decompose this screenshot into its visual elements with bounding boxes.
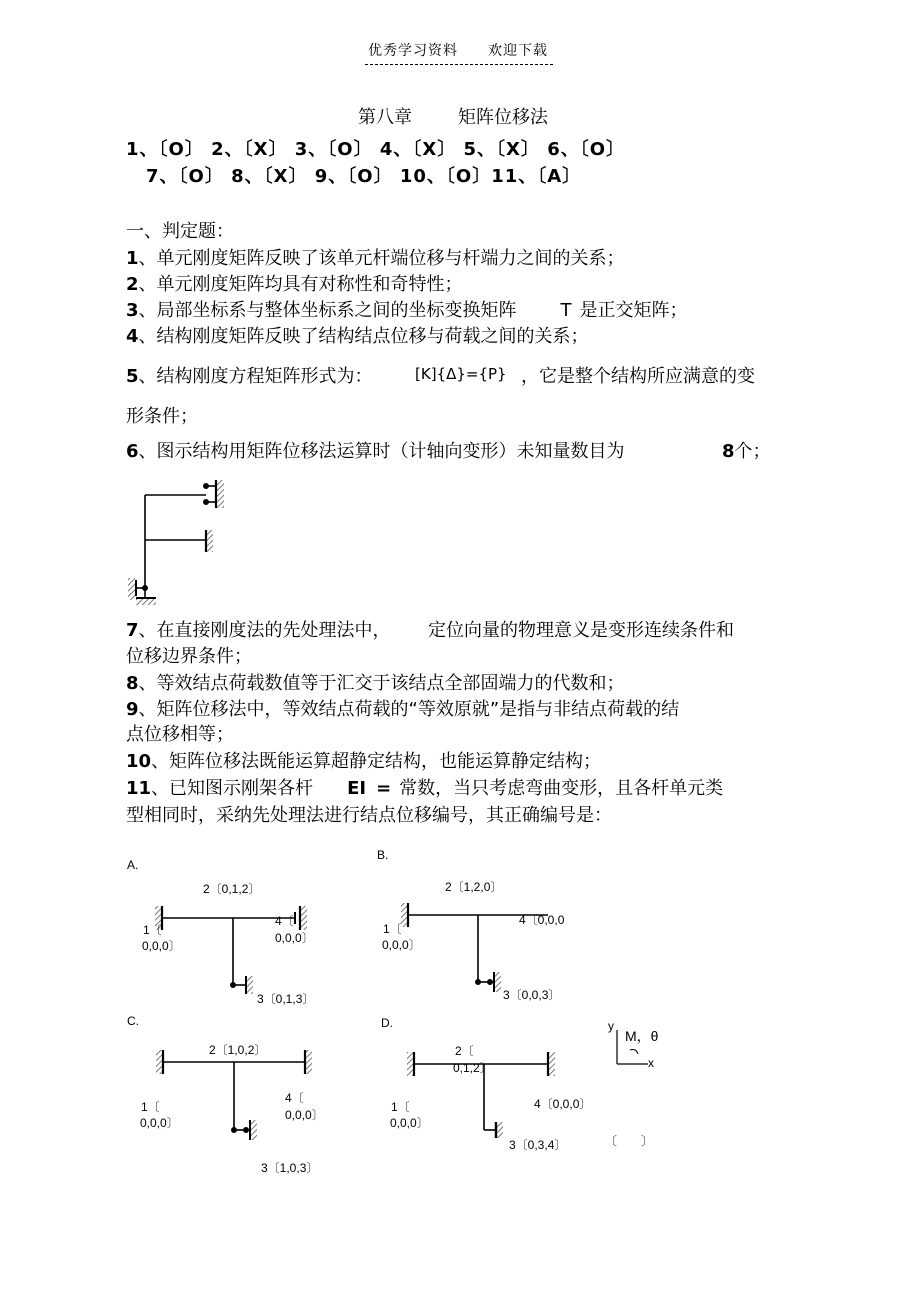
question-9-text: 、矩阵位移法中，等效结点荷载的“等效原就”是指与非结点荷载的结 bbox=[138, 699, 680, 720]
question-4-text: 、结构刚度矩阵反映了结构结点位移与荷载之间的关系； bbox=[138, 326, 589, 347]
option-d-node-2a: 2〔 bbox=[455, 1044, 474, 1058]
chapter-number: 第八章 bbox=[358, 107, 412, 128]
option-a-node-3: 3〔0,1,3〕 bbox=[257, 992, 315, 1006]
header-left: 优秀学习资料 bbox=[368, 43, 458, 59]
question-11-cont: 型相同时，采纳先处理法进行结点位移编号，其正确编号是： bbox=[126, 805, 612, 826]
header-right: 欢迎下载 bbox=[488, 43, 548, 59]
question-7-number: 7 bbox=[126, 620, 139, 641]
stiffness-equation: [K]{Δ}={P} bbox=[415, 365, 507, 383]
q6-frame-diagram bbox=[128, 480, 224, 605]
axis-y-label: y bbox=[608, 1019, 614, 1033]
question-5-number: 5 bbox=[126, 366, 139, 387]
option-a-node-2: 2〔0,1,2〕 bbox=[203, 882, 261, 896]
question-5-cont: 形条件； bbox=[126, 406, 198, 427]
option-d-node-4: 4〔0,0,0〕 bbox=[534, 1097, 592, 1111]
answers-row-1: 1、〔O〕 2、〔X〕 3、〔O〕 4、〔X〕 5、〔X〕 6、〔O〕 bbox=[126, 139, 626, 160]
option-b-node-2: 2〔1,2,0〕 bbox=[445, 880, 503, 894]
option-c-node-3: 3〔1,0,3〕 bbox=[261, 1161, 319, 1175]
question-7-tail: 定位向量的物理意义是变形连续条件和 bbox=[428, 620, 734, 641]
question-9-number: 9 bbox=[126, 699, 139, 720]
question-10-number: 10 bbox=[126, 751, 152, 772]
axis-x-label: x bbox=[648, 1056, 654, 1070]
option-c-node-4b: 0,0,0〕 bbox=[285, 1108, 324, 1122]
question-11-number: 11 bbox=[126, 778, 152, 799]
moment-rotation-label: M，θ bbox=[625, 1028, 659, 1044]
question-11-eq: = bbox=[376, 778, 392, 799]
question-10-text: 、矩阵位移法既能运算超静定结构，也能运算静定结构； bbox=[151, 751, 602, 772]
option-d-label: D. bbox=[381, 1016, 393, 1030]
option-d-node-1a: 1〔 bbox=[391, 1100, 410, 1114]
question-11-text: 、已知图示刚架各杆 bbox=[151, 778, 314, 799]
question-6-count: 8 bbox=[722, 441, 735, 462]
option-d-node-2b: 0,1,2〕 bbox=[453, 1061, 492, 1075]
question-11-ei: EI bbox=[347, 778, 367, 799]
option-b-node-1b: 0,0,0〕 bbox=[382, 938, 421, 952]
question-4-number: 4 bbox=[126, 326, 139, 347]
question-1-number: 1 bbox=[126, 248, 139, 269]
question-6-text: 、图示结构用矩阵位移法运算时（计轴向变形）未知量数目为 bbox=[138, 441, 625, 462]
question-3-number: 3 bbox=[126, 300, 139, 321]
option-b-node-4: 4〔0,0,0 bbox=[519, 913, 565, 927]
option-c-label: C. bbox=[127, 1014, 139, 1028]
question-7-cont: 位移边界条件； bbox=[126, 646, 252, 667]
question-6-tail: 个； bbox=[734, 441, 771, 462]
option-a-node-1b: 0,0,0〕 bbox=[142, 939, 181, 953]
option-a-node-4a: 4〔 bbox=[275, 914, 294, 928]
question-8-number: 8 bbox=[126, 673, 139, 694]
option-d-node-3: 3〔0,3,4〕 bbox=[509, 1138, 567, 1152]
option-a-label: A. bbox=[127, 858, 139, 872]
option-c-node-1a: 1〔 bbox=[141, 1100, 160, 1114]
option-b-node-3: 3〔0,0,3〕 bbox=[503, 988, 561, 1002]
question-11-tail: 常数，当只考虑弯曲变形，且各杆单元类 bbox=[399, 778, 724, 799]
question-5-tail: ，它是整个结构所应满意的变 bbox=[521, 366, 755, 387]
question-2-text: 、单元刚度矩阵均具有对称性和奇特性； bbox=[138, 274, 463, 295]
chapter-topic: 矩阵位移法 bbox=[458, 107, 548, 128]
question-3-text: 、局部坐标系与整体坐标系之间的坐标变换矩阵 bbox=[138, 300, 517, 321]
question-6-number: 6 bbox=[126, 441, 139, 462]
question-7-text: 、在直接刚度法的先处理法中， bbox=[138, 620, 391, 641]
section-heading: 一、判定题： bbox=[126, 221, 234, 242]
question-5-text: 、结构刚度方程矩阵形式为： bbox=[138, 366, 373, 387]
question-8-text: 、等效结点荷载数值等于汇交于该结点全部固端力的代数和； bbox=[138, 673, 625, 694]
question-1-text: 、单元刚度矩阵反映了该单元杆端位移与杆端力之间的关系； bbox=[138, 248, 625, 269]
option-c-node-2: 2〔1,0,2〕 bbox=[209, 1043, 267, 1057]
option-a-node-1a: 1〔 bbox=[143, 923, 162, 937]
option-b-label: B. bbox=[377, 848, 389, 862]
answer-box: 〔 〕 bbox=[605, 1134, 654, 1148]
answers-row-2: 7、〔O〕 8、〔X〕 9、〔O〕 10、〔O〕11、〔A〕 bbox=[146, 166, 582, 187]
question-2-number: 2 bbox=[126, 274, 139, 295]
option-c-node-4a: 4〔 bbox=[285, 1091, 304, 1105]
question-9-cont: 点位移相等； bbox=[126, 724, 234, 745]
question-3-var: T bbox=[560, 300, 572, 321]
option-a-node-4b: 0,0,0〕 bbox=[275, 931, 314, 945]
option-d-node-1b: 0,0,0〕 bbox=[390, 1116, 429, 1130]
option-c-node-1b: 0,0,0〕 bbox=[140, 1116, 179, 1130]
question-3-tail: 是正交矩阵； bbox=[579, 300, 688, 321]
option-b-node-1a: 1〔 bbox=[383, 922, 402, 936]
